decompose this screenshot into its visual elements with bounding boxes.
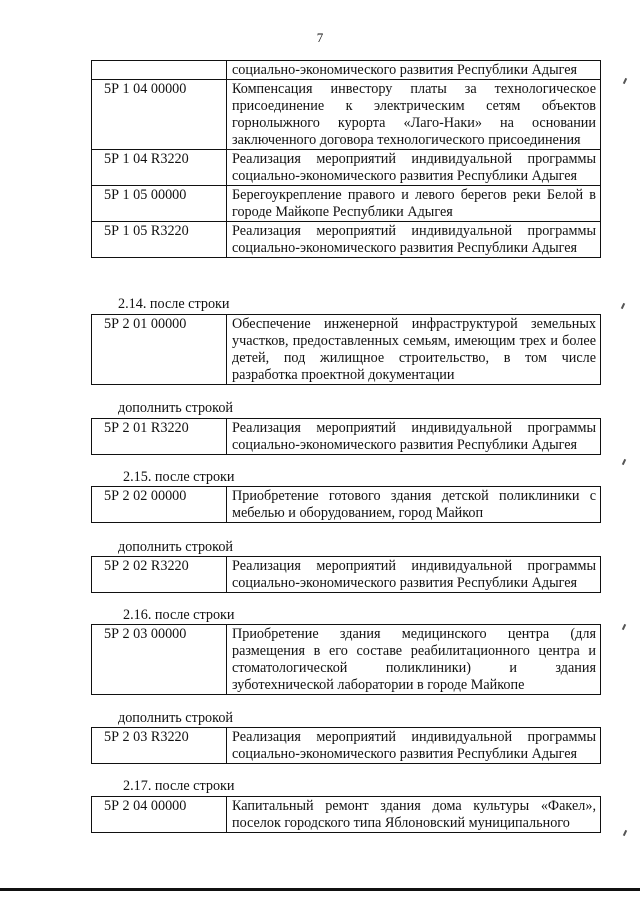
table-row [92,625,601,695]
row-code: 5Р 1 05 00000 [92,186,227,222]
scan-mark [622,624,626,630]
table-row [92,222,601,258]
row-code: 5Р 2 02 R3220 [92,557,227,593]
page-number: 7 [316,30,324,45]
row-code: 5Р 2 03 00000 [92,625,227,695]
after-row-table [91,314,601,385]
table-row [92,315,601,385]
row-text: Реализация мероприятий индивидуальной программы социально-экономического развития Республики Адыгея [227,419,601,455]
row-code: 5Р 2 03 R3220 [92,728,227,764]
row-code [92,61,227,80]
add-row-table [91,556,601,593]
after-row-table [91,796,601,833]
budget-table-continued [91,60,601,258]
row-text: Реализация мероприятий индивидуальной программы социально-экономического развития Республики Адыгея [227,150,601,186]
add-row-label: дополнить строкой [118,539,234,555]
scan-mark [623,78,627,84]
after-row-table [91,486,601,523]
table-row [92,487,601,523]
section-label: 2.17. после строки [123,778,235,794]
section-label: 2.14. после строки [118,296,230,312]
table-row [92,150,601,186]
row-code: 5Р 2 01 00000 [92,315,227,385]
add-row-table [91,727,601,764]
row-text: Обеспечение инженерной инфраструктурой земельных участков, предоставленных семьям, имеющим трех и более детей, под жилищное строительство, в том числе разработка проектной документации [227,315,601,385]
row-text: Капитальный ремонт здания дома культуры «Факел», поселок городского типа Яблоновский муниципального [227,797,601,833]
table-row [92,61,601,80]
row-code: 5Р 2 02 00000 [92,487,227,523]
scan-mark [621,303,625,309]
row-text: Компенсация инвестору платы за технологическое присоединение к электрическим сетям объектов горнолыжного курорта «Лаго-Наки» на основании заключенного договора технологического присоединения [227,80,601,150]
row-code: 5Р 2 01 R3220 [92,419,227,455]
table-row [92,557,601,593]
row-code: 5Р 1 04 00000 [92,80,227,150]
row-text: Приобретение здания медицинского центра (для размещения в его составе реабилитационного центра и стоматологической поликлиники) и здания зуботехнической лаборатории в городе Майкопе [227,625,601,695]
row-text: Берегоукрепление правого и левого берегов реки Белой в городе Майкопе Республики Адыгея [227,186,601,222]
row-text: Реализация мероприятий индивидуальной программы социально-экономического развития Республики Адыгея [227,222,601,258]
row-code: 5Р 1 04 R3220 [92,150,227,186]
table-row [92,728,601,764]
row-code: 5Р 2 04 00000 [92,797,227,833]
add-row-label: дополнить строкой [118,710,234,726]
section-label: 2.16. после строки [123,607,235,623]
table-row [92,186,601,222]
section-label: 2.15. после строки [123,469,235,485]
row-code: 5Р 1 05 R3220 [92,222,227,258]
add-row-label: дополнить строкой [118,400,234,416]
scan-edge-rule [0,888,640,891]
table-row [92,80,601,150]
scan-mark [623,830,627,836]
add-row-table [91,418,601,455]
after-row-table [91,624,601,695]
table-row [92,419,601,455]
table-row [92,797,601,833]
row-text: Приобретение готового здания детской поликлиники с мебелью и оборудованием, город Майкоп [227,487,601,523]
scan-mark [622,459,626,465]
row-text: социально-экономического развития Республики Адыгея [227,61,601,80]
row-text: Реализация мероприятий индивидуальной программы социально-экономического развития Республики Адыгея [227,728,601,764]
row-text: Реализация мероприятий индивидуальной программы социально-экономического развития Республики Адыгея [227,557,601,593]
